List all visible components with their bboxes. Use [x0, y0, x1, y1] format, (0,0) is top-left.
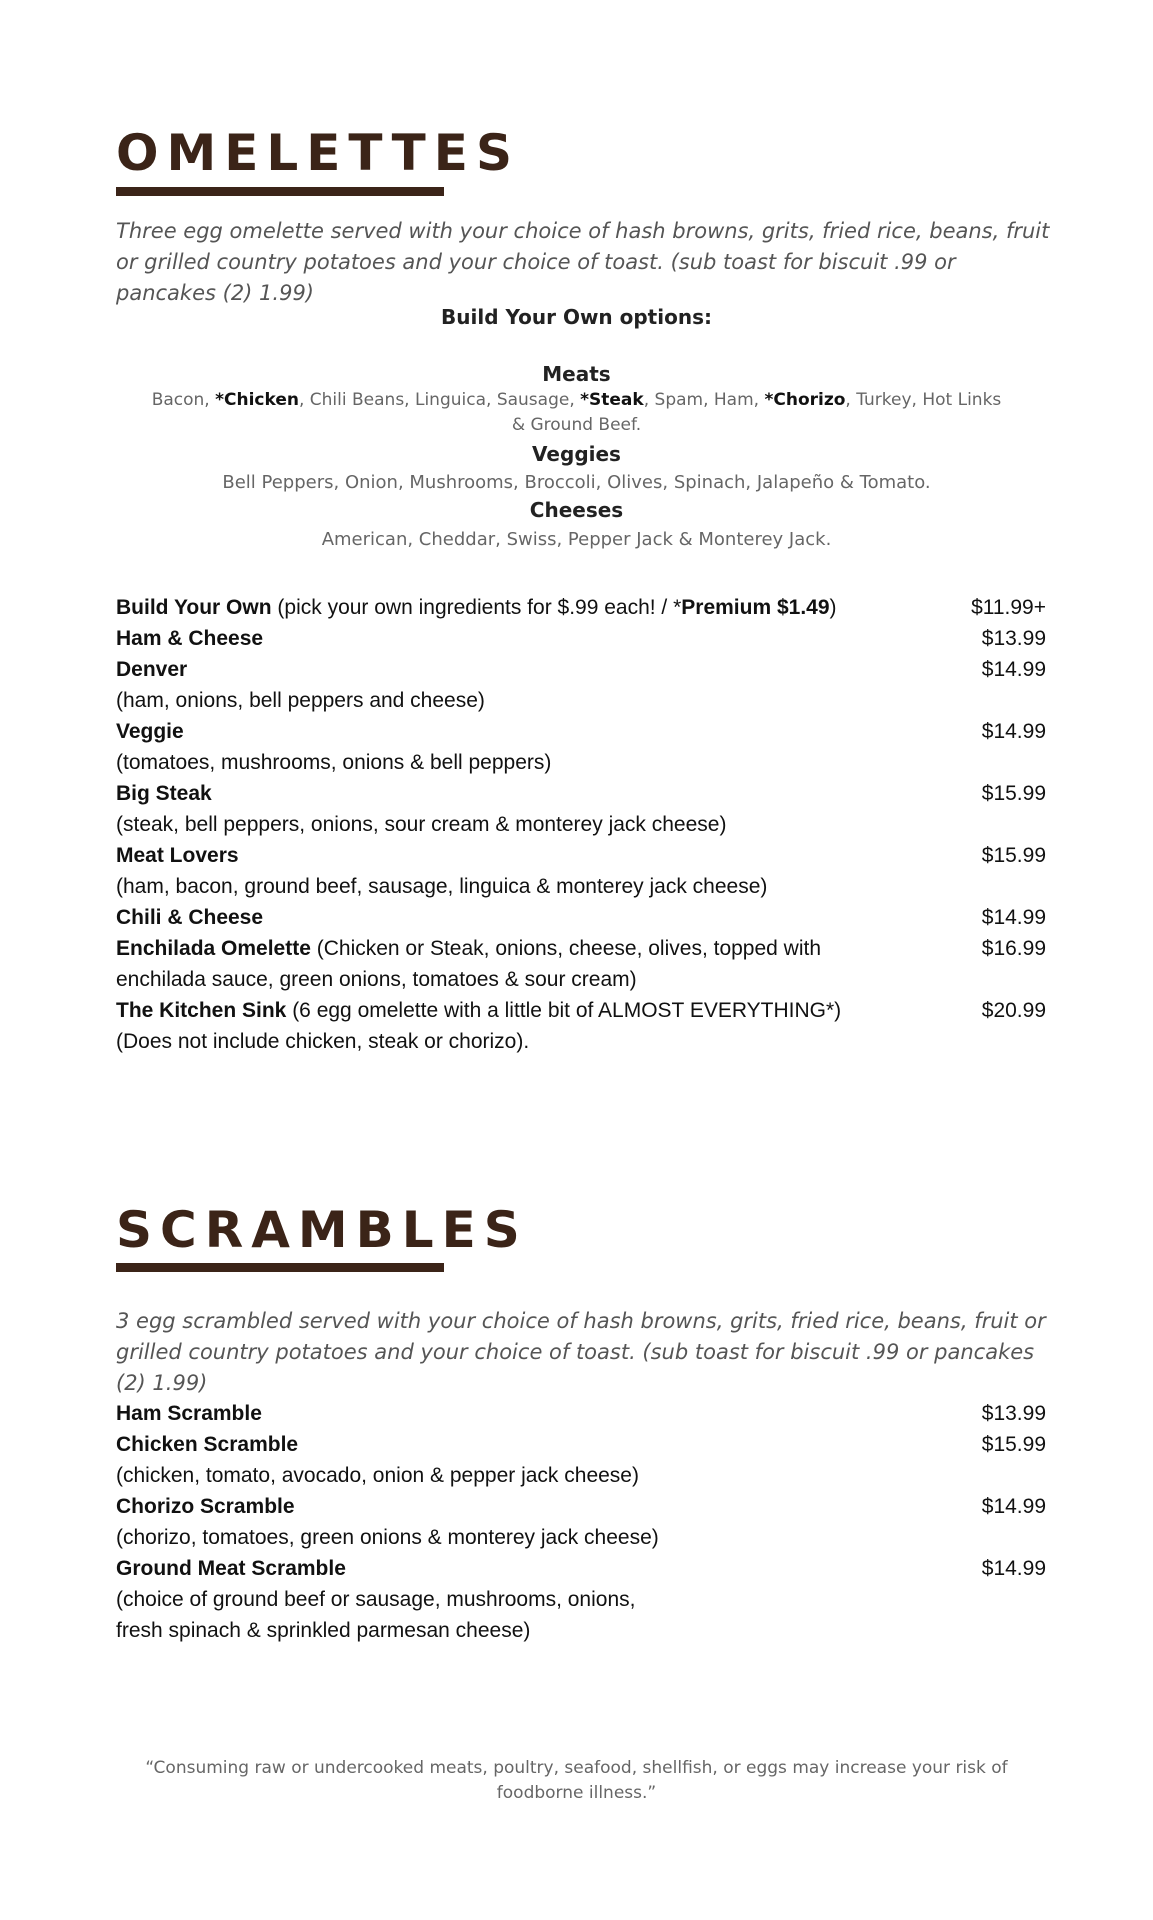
menu-item-veggie: Veggie $14.99 — [116, 716, 1046, 747]
menu-item-denver: Denver $14.99 — [116, 654, 1046, 685]
menu-item-kitchen-sink-desc: (Does not include chicken, steak or chorizo). — [116, 1030, 530, 1053]
price: $13.99 — [981, 627, 1046, 650]
price: $14.99 — [981, 658, 1046, 681]
health-disclaimer: “Consuming raw or undercooked meats, poultry, seafood, shellfish, or eggs may increase your risk of foodborne illness.” — [145, 1758, 1008, 1803]
price: $13.99 — [981, 1402, 1046, 1425]
veggies-title: Veggies — [532, 442, 621, 466]
menu-item-veggie-desc: (tomatoes, mushrooms, onions & bell peppers) — [116, 751, 552, 774]
omelettes-intro: Three egg omelette served with your choice of hash browns, grits, fried rice, beans, fruit or grilled country potatoes and your choice of toast. (sub toast for biscuit .99 or pancakes (2) 1.99) — [116, 219, 1050, 305]
menu-item-chicken-scramble-desc: (chicken, tomato, avocado, onion & pepper jack cheese) — [116, 1464, 639, 1487]
cheeses-title: Cheeses — [529, 498, 624, 522]
scrambles-intro: 3 egg scrambled served with your choice of hash browns, grits, fried rice, beans, fruit or grilled country potatoes and your choice of toast. (sub toast for biscuit .99 or pancakes (2) 1.99) — [116, 1309, 1046, 1395]
price: $14.99 — [981, 720, 1046, 743]
menu-item-chorizo-scramble: Chorizo Scramble $14.99 — [116, 1491, 1046, 1522]
scrambles-underline — [116, 1263, 444, 1272]
meats-list: Bacon, *Chicken, Chili Beans, Linguica, Sausage, *Steak, Spam, Ham, *Chorizo, Turkey, Hot Links & Ground Beef. — [151, 390, 1002, 435]
menu-item-ham-cheese: Ham & Cheese $13.99 — [116, 623, 1046, 654]
menu-item-ham-scramble: Ham Scramble $13.99 — [116, 1398, 1046, 1429]
menu-item-enchilada-omelette: Enchilada Omelette (Chicken or Steak, onions, cheese, olives, topped with $16.99 — [116, 933, 1046, 964]
price: $14.99 — [981, 906, 1046, 929]
scrambles-heading: SCRAMBLES — [116, 1201, 528, 1259]
menu-item-ground-meat-scramble-desc: (choice of ground beef or sausage, mushrooms, onions, fresh spinach & sprinkled parmesan cheese) — [116, 1588, 636, 1642]
menu-item-chorizo-scramble-desc: (chorizo, tomatoes, green onions & monterey jack cheese) — [116, 1526, 659, 1549]
price: $20.99 — [981, 999, 1046, 1022]
menu-item-build-your-own: Build Your Own (pick your own ingredients for $.99 each! / *Premium $1.49) $11.99+ — [116, 592, 1046, 623]
menu-item-meat-lovers-desc: (ham, bacon, ground beef, sausage, linguica & monterey jack cheese) — [116, 875, 768, 898]
menu-item-meat-lovers: Meat Lovers $15.99 — [116, 840, 1046, 871]
menu-item-chili-cheese: Chili & Cheese $14.99 — [116, 902, 1046, 933]
menu-item-kitchen-sink: The Kitchen Sink (6 egg omelette with a little bit of ALMOST EVERYTHING*) $20.99 — [116, 995, 1046, 1026]
omelettes-underline — [116, 187, 444, 196]
price: $14.99 — [981, 1495, 1046, 1518]
menu-item-chicken-scramble: Chicken Scramble $15.99 — [116, 1429, 1046, 1460]
menu-item-ground-meat-scramble: Ground Meat Scramble $14.99 — [116, 1553, 1046, 1584]
price: $15.99 — [981, 844, 1046, 867]
price: $14.99 — [981, 1557, 1046, 1580]
veggies-list: Bell Peppers, Onion, Mushrooms, Broccoli, Olives, Spinach, Jalapeño & Tomato. — [222, 472, 931, 493]
menu-item-enchilada-desc: enchilada sauce, green onions, tomatoes & sour cream) — [116, 968, 637, 991]
meats-title: Meats — [542, 362, 611, 386]
menu-item-denver-desc: (ham, onions, bell peppers and cheese) — [116, 689, 485, 712]
build-your-own-title: Build Your Own options: — [441, 305, 712, 329]
omelettes-heading: OMELETTES — [116, 124, 520, 182]
menu-item-big-steak-desc: (steak, bell peppers, onions, sour cream & monterey jack cheese) — [116, 813, 727, 836]
menu-item-big-steak: Big Steak $15.99 — [116, 778, 1046, 809]
cheeses-list: American, Cheddar, Swiss, Pepper Jack & Monterey Jack. — [321, 529, 832, 550]
price: $11.99+ — [971, 596, 1046, 619]
price: $15.99 — [981, 1433, 1046, 1456]
price: $15.99 — [981, 782, 1046, 805]
price: $16.99 — [981, 937, 1046, 960]
